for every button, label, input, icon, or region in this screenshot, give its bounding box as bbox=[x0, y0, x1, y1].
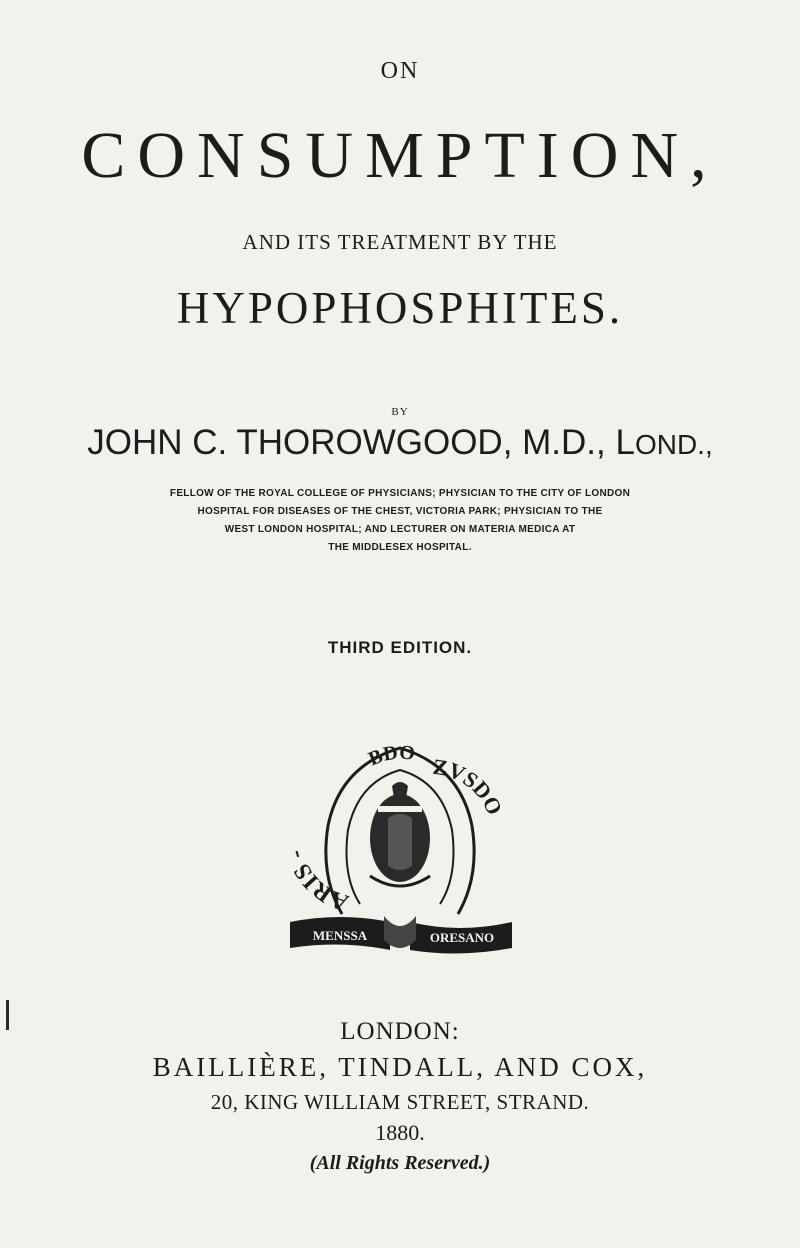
author-line bbox=[0, 423, 800, 463]
imprint-year: 1880. bbox=[375, 1120, 425, 1145]
imprint-publisher: BAILLIÈRE, TINDALL, AND COX, bbox=[152, 1052, 648, 1082]
by-label: BY bbox=[391, 406, 409, 418]
credentials-line-1: FELLOW OF THE ROYAL COLLEGE OF PHYSICIANS; PHYSICIAN TO THE CITY OF LONDON bbox=[169, 488, 631, 499]
book-subtitle: AND ITS TREATMENT BY THE bbox=[242, 230, 558, 254]
emblem-label-left: ARIS - bbox=[282, 846, 352, 916]
ribbon-text-left: MENSSA bbox=[312, 928, 368, 943]
ribbon-text-right: ORESANO bbox=[429, 930, 495, 945]
book-title: CONSUMPTION, bbox=[81, 119, 719, 192]
credentials-line-4: THE MIDDLESEX HOSPITAL. bbox=[328, 542, 472, 553]
book-subject: HYPOPHOSPHITES. bbox=[176, 283, 624, 333]
emblem-center-figure bbox=[370, 782, 430, 886]
credentials-line-2: HOSPITAL FOR DISEASES OF THE CHEST, VICTORIA PARK; PHYSICIAN TO THE bbox=[197, 506, 603, 517]
rights-notice: (All Rights Reserved.) bbox=[309, 1152, 491, 1174]
edition-label: THIRD EDITION. bbox=[327, 638, 473, 657]
credentials-line-3: WEST LONDON HOSPITAL; AND LECTURER ON MATERIA MEDICA AT bbox=[224, 524, 576, 535]
imprint-address: 20, KING WILLIAM STREET, STRAND. bbox=[210, 1090, 590, 1114]
imprint-city: LONDON: bbox=[340, 1018, 460, 1045]
author-name: JOHN C. THOROWGOOD, M.D., L bbox=[87, 423, 635, 462]
publisher-emblem bbox=[280, 726, 520, 966]
author-suffix: OND., bbox=[634, 429, 713, 460]
emblem-label-right: ZVSDO bbox=[431, 753, 508, 819]
title-preposition: ON bbox=[380, 58, 420, 84]
emblem-label-top: BDO bbox=[365, 741, 416, 771]
